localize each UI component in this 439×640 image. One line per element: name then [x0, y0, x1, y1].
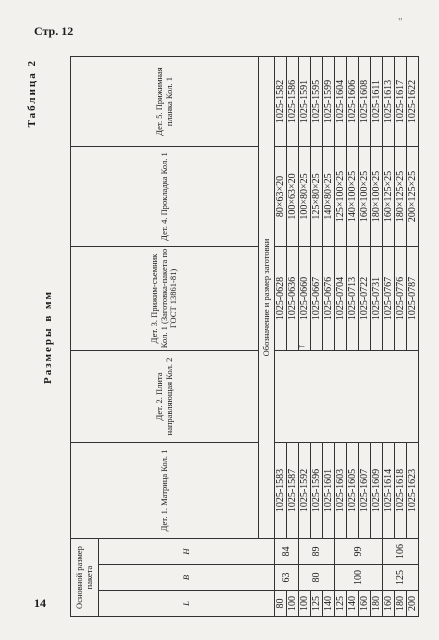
cell-det3: 1025-0704: [334, 247, 346, 351]
cell-B: 100: [334, 565, 382, 591]
col-det1: Дет. 1. Матрица Кол. 1: [70, 443, 258, 539]
cell-det3: 1025-0660: [298, 247, 310, 351]
corner-mark: ": [398, 16, 403, 28]
cell-det3: 1025-0767: [382, 247, 394, 351]
col-det3: Дет. 3. Прижим-съемник Кол. 1 (Заготовка-пакета по ГОСТ 13861-81): [70, 247, 258, 351]
cell-L: 200: [406, 591, 418, 617]
page-number-top: Стр. 12: [34, 24, 74, 38]
cell-det1: 1025-1609: [370, 443, 382, 539]
cell-det5: 1025-1599: [322, 57, 334, 147]
cell-det3: 1025-0722: [358, 247, 370, 351]
cell-det1: 1025-1603: [334, 443, 346, 539]
table-row: [310, 57, 322, 617]
cell-det5: 1025-1617: [394, 57, 406, 147]
cell-H: 106: [382, 539, 418, 565]
cell-L: 80: [274, 591, 286, 617]
table-label: Таблица 2: [25, 59, 38, 128]
cell-L: 140: [346, 591, 358, 617]
rotated-table-area: [25, 57, 418, 617]
cell-det4: 200×125×25: [406, 147, 418, 247]
col-B: B: [98, 565, 274, 591]
cell-B: 80: [298, 565, 334, 591]
cell-det5: 1025-1608: [358, 57, 370, 147]
cell-L: 125: [310, 591, 322, 617]
cell-B: 63: [274, 565, 298, 591]
cell-det1: 1025-1623: [406, 443, 418, 539]
table-row: [322, 57, 334, 617]
table-row: [274, 57, 286, 617]
table-row: [370, 57, 382, 617]
cell-L: 160: [358, 591, 370, 617]
table-row: [334, 57, 346, 617]
cell-det5: 1025-1604: [334, 57, 346, 147]
arrow-mark: ↑: [294, 343, 307, 349]
cell-det1: 1025-1587: [286, 443, 298, 539]
cell-det5: 1025-1595: [310, 57, 322, 147]
cell-det5: 1025-1622: [406, 57, 418, 147]
cell-det5: 1025-1613: [382, 57, 394, 147]
cell-det1: 1025-1607: [358, 443, 370, 539]
cell-det2-empty: [274, 351, 418, 443]
cell-det1: 1025-1596: [310, 443, 322, 539]
cell-H: 89: [298, 539, 334, 565]
page-number-bottom: 14: [34, 596, 46, 610]
col-det5: Дет. 5. Прижимная планка Кол. 1: [70, 57, 258, 147]
cell-H: 84: [274, 539, 298, 565]
cell-det3: 1025-0776: [394, 247, 406, 351]
cell-det4: 125×80×25: [310, 147, 322, 247]
cell-det3: 1025-0787: [406, 247, 418, 351]
cell-L: 160: [382, 591, 394, 617]
cell-L: 140: [322, 591, 334, 617]
cell-det3: 1025-0676: [322, 247, 334, 351]
cell-det4: 180×125×25: [394, 147, 406, 247]
cell-det4: 160×100×25: [358, 147, 370, 247]
cell-det3: 1025-0731: [370, 247, 382, 351]
cell-det4: 140×80×25: [322, 147, 334, 247]
table-title: Размеры в мм: [41, 290, 54, 384]
cell-det3: 1025-0667: [310, 247, 322, 351]
col-det2: Дет. 2. Плита направляющая Кол. 2: [70, 351, 258, 443]
cell-L: 100: [298, 591, 310, 617]
cell-det5: 1025-1606: [346, 57, 358, 147]
cell-det1: 1025-1592: [298, 443, 310, 539]
cell-det1: 1025-1618: [394, 443, 406, 539]
cell-L: 125: [334, 591, 346, 617]
cell-det5: 1025-1586: [286, 57, 298, 147]
group-header: Основной размер пакета: [70, 539, 98, 617]
col-L: L: [98, 591, 274, 617]
subheader: Обозначение и размер заготовки: [258, 57, 274, 539]
cell-det4: 80×63×20: [274, 147, 286, 247]
cell-det3: 1025-0713: [346, 247, 358, 351]
cell-det4: 180×100×25: [370, 147, 382, 247]
cell-det1: 1025-1583: [274, 443, 286, 539]
cell-L: 180: [370, 591, 382, 617]
cell-det4: 100×63×20: [286, 147, 298, 247]
table-row: [406, 57, 418, 617]
cell-det5: 1025-1582: [274, 57, 286, 147]
cell-det4: 160×125×25: [382, 147, 394, 247]
cell-det4: 140×100×25: [346, 147, 358, 247]
cell-det3: 1025-0636: [286, 247, 298, 351]
cell-L: 180: [394, 591, 406, 617]
table-row: [346, 57, 358, 617]
table-row: [286, 57, 298, 617]
cell-det1: 1025-1614: [382, 443, 394, 539]
cell-det1: 1025-1601: [322, 443, 334, 539]
cell-det5: 1025-1591: [298, 57, 310, 147]
table-row: [358, 57, 370, 617]
col-H: H: [98, 539, 274, 565]
cell-det4: 125×100×25: [334, 147, 346, 247]
col-det4: Дет. 4. Прокладка Кол. 1: [70, 147, 258, 247]
cell-det3: 1025-0628: [274, 247, 286, 351]
cell-det4: 100×80×25: [298, 147, 310, 247]
cell-det1: 1025-1605: [346, 443, 358, 539]
table-row: [298, 57, 310, 617]
cell-L: 100: [286, 591, 298, 617]
dimensions-table: [70, 56, 419, 617]
cell-H: 99: [334, 539, 382, 565]
cell-det5: 1025-1611: [370, 57, 382, 147]
table-row: [394, 57, 406, 617]
table-row: [382, 57, 394, 617]
cell-B: 125: [382, 565, 418, 591]
